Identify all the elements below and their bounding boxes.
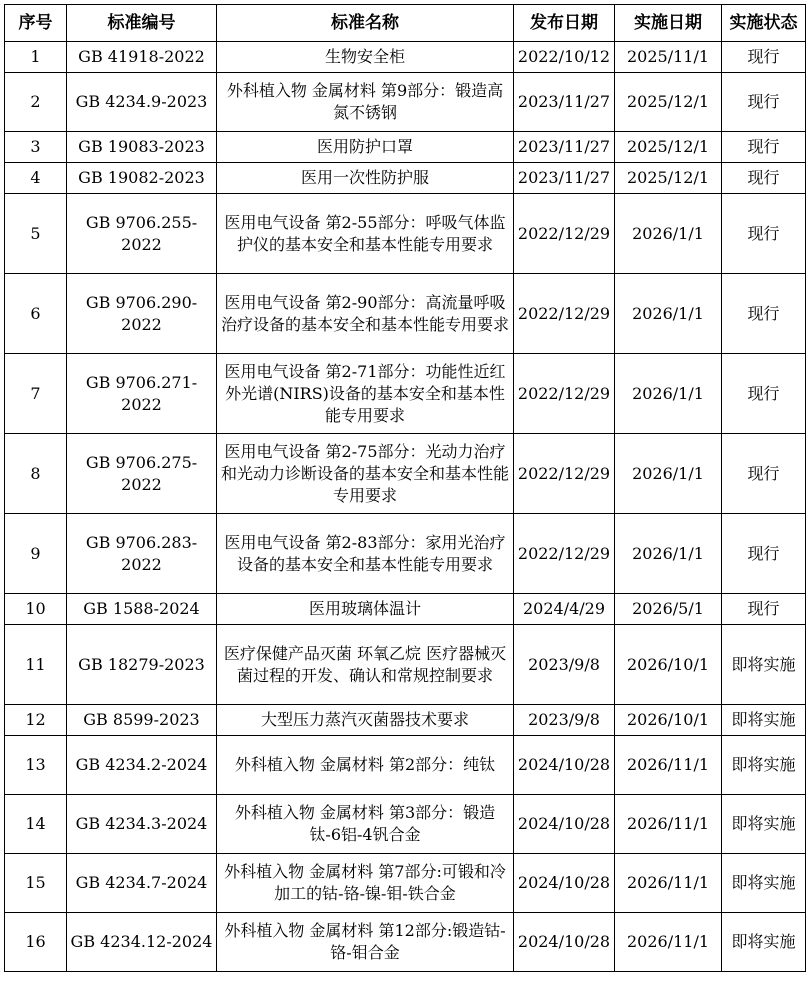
cell-no: 3	[5, 132, 67, 163]
table-row	[5, 594, 806, 625]
cell-publish-date: 2024/10/28	[514, 795, 615, 854]
cell-name: 医用电气设备 第2-83部分：家用光治疗设备的基本安全和基本性能专用要求	[217, 514, 514, 594]
cell-no: 11	[5, 625, 67, 705]
cell-no: 10	[5, 594, 67, 625]
cell-publish-date: 2022/12/29	[514, 274, 615, 354]
table-row	[5, 132, 806, 163]
table-row	[5, 625, 806, 705]
table-row	[5, 354, 806, 434]
cell-implement-date: 2026/1/1	[615, 434, 722, 514]
cell-status: 即将实施	[722, 854, 806, 913]
cell-publish-date: 2024/10/28	[514, 913, 615, 972]
cell-name: 医用电气设备 第2-71部分：功能性近红外光谱(NIRS)设备的基本安全和基本性能专用要求	[217, 354, 514, 434]
cell-publish-date: 2024/10/28	[514, 736, 615, 795]
cell-publish-date: 2023/9/8	[514, 625, 615, 705]
cell-name: 大型压力蒸汽灭菌器技术要求	[217, 705, 514, 736]
cell-no: 9	[5, 514, 67, 594]
table-row	[5, 913, 806, 972]
cell-publish-date: 2023/9/8	[514, 705, 615, 736]
cell-publish-date: 2023/11/27	[514, 132, 615, 163]
cell-code: GB 19083-2023	[67, 132, 217, 163]
cell-implement-date: 2026/1/1	[615, 194, 722, 274]
cell-status: 即将实施	[722, 705, 806, 736]
cell-no: 15	[5, 854, 67, 913]
header-publish-date: 发布日期	[514, 5, 615, 42]
cell-implement-date: 2026/5/1	[615, 594, 722, 625]
cell-name: 医疗保健产品灭菌 环氧乙烷 医疗器械灭菌过程的开发、确认和常规控制要求	[217, 625, 514, 705]
cell-status: 现行	[722, 163, 806, 194]
cell-publish-date: 2024/10/28	[514, 854, 615, 913]
cell-status: 即将实施	[722, 736, 806, 795]
cell-status: 现行	[722, 73, 806, 132]
cell-publish-date: 2022/12/29	[514, 434, 615, 514]
header-implement-date: 实施日期	[615, 5, 722, 42]
cell-implement-date: 2026/1/1	[615, 274, 722, 354]
cell-implement-date: 2026/10/1	[615, 625, 722, 705]
header-code: 标准编号	[67, 5, 217, 42]
cell-name: 医用一次性防护服	[217, 163, 514, 194]
cell-code: GB 1588-2024	[67, 594, 217, 625]
header-row	[5, 5, 806, 42]
cell-publish-date: 2022/12/29	[514, 194, 615, 274]
cell-no: 7	[5, 354, 67, 434]
cell-name: 生物安全柜	[217, 42, 514, 73]
cell-name: 医用电气设备 第2-55部分：呼吸气体监护仪的基本安全和基本性能专用要求	[217, 194, 514, 274]
cell-status: 即将实施	[722, 795, 806, 854]
cell-code: GB 19082-2023	[67, 163, 217, 194]
cell-no: 6	[5, 274, 67, 354]
cell-no: 12	[5, 705, 67, 736]
table-row	[5, 274, 806, 354]
cell-code: GB 18279-2023	[67, 625, 217, 705]
cell-implement-date: 2025/12/1	[615, 163, 722, 194]
table-row	[5, 514, 806, 594]
cell-implement-date: 2026/11/1	[615, 913, 722, 972]
cell-implement-date: 2025/12/1	[615, 132, 722, 163]
cell-status: 现行	[722, 354, 806, 434]
cell-publish-date: 2022/12/29	[514, 354, 615, 434]
cell-no: 16	[5, 913, 67, 972]
cell-status: 即将实施	[722, 913, 806, 972]
cell-implement-date: 2026/1/1	[615, 354, 722, 434]
header-no: 序号	[5, 5, 67, 42]
table-row	[5, 854, 806, 913]
cell-publish-date: 2022/12/29	[514, 514, 615, 594]
cell-publish-date: 2022/10/12	[514, 42, 615, 73]
cell-code: GB 9706.290-2022	[67, 274, 217, 354]
cell-code: GB 4234.9-2023	[67, 73, 217, 132]
cell-name: 外科植入物 金属材料 第12部分:锻造钴-铬-钼合金	[217, 913, 514, 972]
cell-implement-date: 2026/11/1	[615, 854, 722, 913]
cell-status: 现行	[722, 514, 806, 594]
cell-no: 1	[5, 42, 67, 73]
cell-name: 外科植入物 金属材料 第9部分：锻造高氮不锈钢	[217, 73, 514, 132]
cell-publish-date: 2023/11/27	[514, 73, 615, 132]
cell-implement-date: 2025/12/1	[615, 73, 722, 132]
cell-status: 现行	[722, 274, 806, 354]
cell-code: GB 4234.2-2024	[67, 736, 217, 795]
cell-code: GB 9706.271-2022	[67, 354, 217, 434]
table-row	[5, 73, 806, 132]
cell-publish-date: 2023/11/27	[514, 163, 615, 194]
table-row	[5, 42, 806, 73]
cell-name: 外科植入物 金属材料 第2部分：纯钛	[217, 736, 514, 795]
cell-implement-date: 2026/10/1	[615, 705, 722, 736]
cell-no: 5	[5, 194, 67, 274]
table-row	[5, 194, 806, 274]
cell-name: 医用电气设备 第2-75部分：光动力治疗和光动力诊断设备的基本安全和基本性能专用要求	[217, 434, 514, 514]
cell-name: 外科植入物 金属材料 第7部分:可锻和冷加工的钴-铬-镍-钼-铁合金	[217, 854, 514, 913]
cell-code: GB 9706.255-2022	[67, 194, 217, 274]
cell-status: 即将实施	[722, 625, 806, 705]
cell-status: 现行	[722, 132, 806, 163]
table-row	[5, 795, 806, 854]
cell-name: 外科植入物 金属材料 第3部分：锻造钛-6铝-4钒合金	[217, 795, 514, 854]
table-row	[5, 163, 806, 194]
cell-name: 医用防护口罩	[217, 132, 514, 163]
cell-no: 2	[5, 73, 67, 132]
table-row	[5, 434, 806, 514]
cell-status: 现行	[722, 434, 806, 514]
cell-status: 现行	[722, 594, 806, 625]
cell-code: GB 4234.3-2024	[67, 795, 217, 854]
cell-code: GB 8599-2023	[67, 705, 217, 736]
cell-code: GB 9706.275-2022	[67, 434, 217, 514]
cell-implement-date: 2026/11/1	[615, 795, 722, 854]
cell-implement-date: 2026/11/1	[615, 736, 722, 795]
cell-no: 14	[5, 795, 67, 854]
cell-name: 医用电气设备 第2-90部分：高流量呼吸治疗设备的基本安全和基本性能专用要求	[217, 274, 514, 354]
cell-name: 医用玻璃体温计	[217, 594, 514, 625]
standards-table	[4, 4, 806, 972]
cell-no: 4	[5, 163, 67, 194]
cell-implement-date: 2025/11/1	[615, 42, 722, 73]
standards-table-wrapper	[4, 4, 806, 972]
cell-code: GB 4234.12-2024	[67, 913, 217, 972]
cell-no: 8	[5, 434, 67, 514]
table-row	[5, 736, 806, 795]
header-status: 实施状态	[722, 5, 806, 42]
cell-status: 现行	[722, 194, 806, 274]
cell-implement-date: 2026/1/1	[615, 514, 722, 594]
cell-publish-date: 2024/4/29	[514, 594, 615, 625]
cell-code: GB 4234.7-2024	[67, 854, 217, 913]
cell-code: GB 41918-2022	[67, 42, 217, 73]
cell-status: 现行	[722, 42, 806, 73]
cell-no: 13	[5, 736, 67, 795]
header-name: 标准名称	[217, 5, 514, 42]
table-row	[5, 705, 806, 736]
cell-code: GB 9706.283-2022	[67, 514, 217, 594]
